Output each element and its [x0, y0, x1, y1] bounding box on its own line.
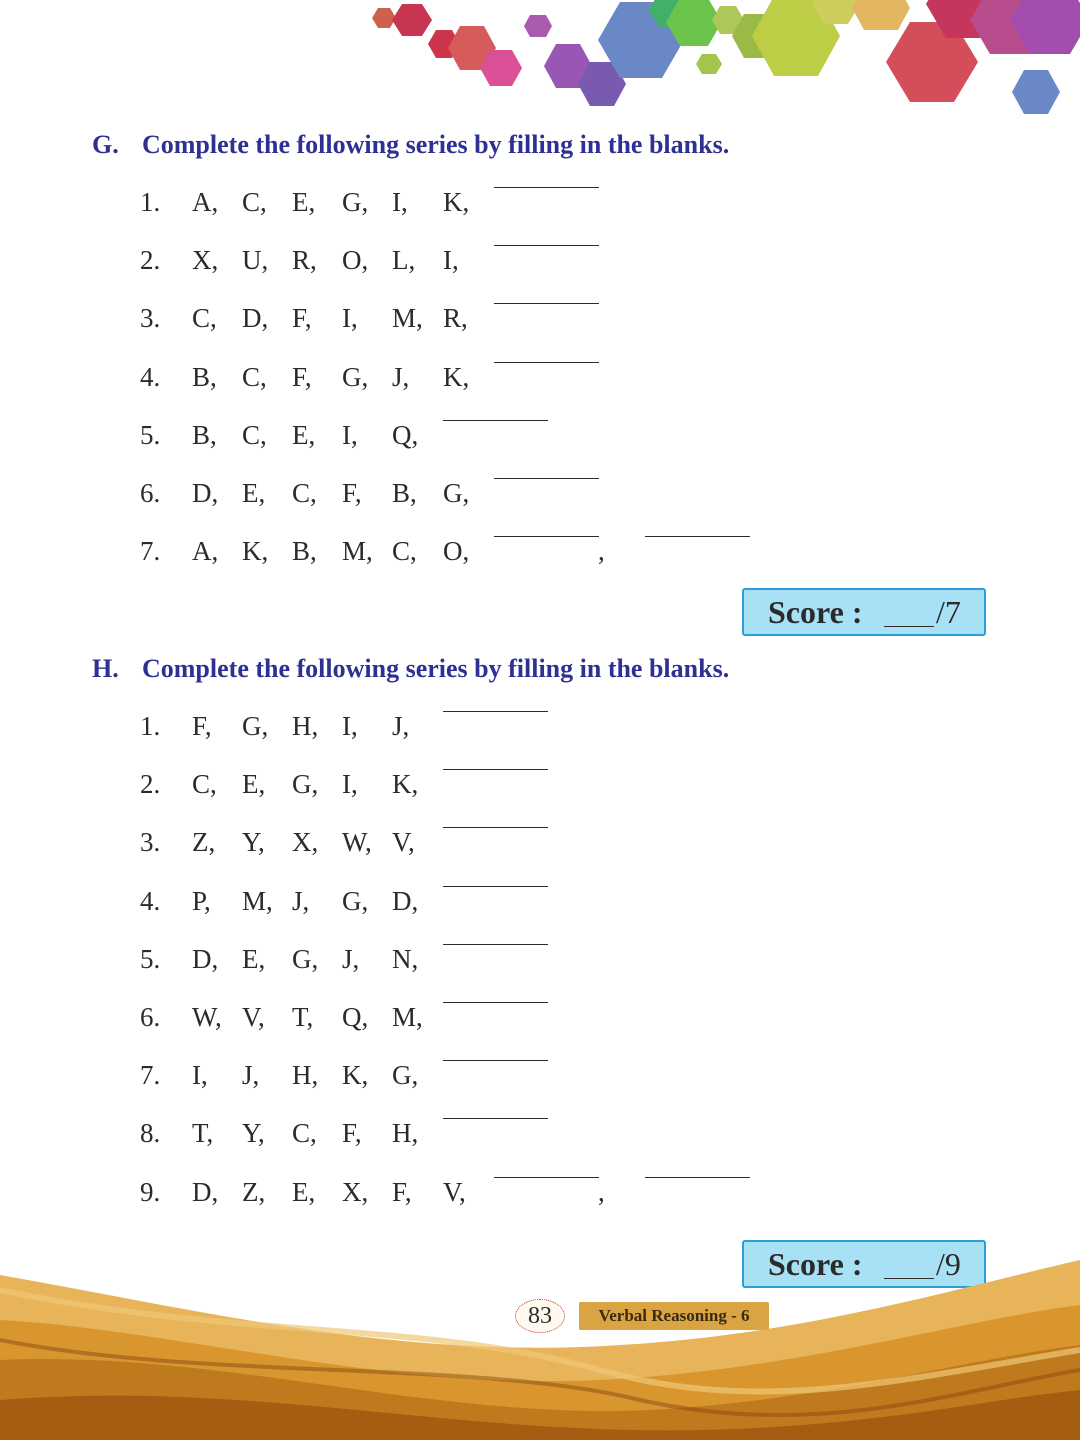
series-term: J,: [242, 1060, 260, 1091]
question-number: 5.: [140, 419, 161, 450]
series-term: G,: [443, 478, 470, 508]
series-term: J,: [392, 361, 410, 392]
series-term: D,: [192, 943, 219, 974]
answer-blank[interactable]: [443, 827, 548, 828]
series-term: G,: [342, 885, 369, 916]
series-term: T,: [192, 1118, 214, 1149]
series-term: C,: [292, 1118, 317, 1149]
question-number: 7.: [140, 1060, 161, 1091]
series-term: P,: [192, 885, 211, 916]
series-term: Q,: [392, 419, 419, 450]
series-term: W,: [342, 827, 372, 858]
series-term: K,: [242, 536, 269, 567]
answer-blank[interactable]: [494, 478, 599, 479]
answer-blank[interactable]: [494, 1177, 599, 1178]
question-number: 1.: [140, 711, 161, 741]
series-term: E,: [292, 187, 316, 217]
score-total: /9: [936, 1246, 961, 1282]
series-term: G,: [292, 943, 319, 974]
score-label: Score :: [768, 1246, 863, 1282]
series-term: E,: [242, 769, 266, 800]
question-number: 9.: [140, 1176, 161, 1207]
wave-decoration: [0, 1250, 1080, 1440]
series-term: C,: [242, 187, 267, 217]
series-term: V,: [443, 1176, 466, 1207]
series-term: W,: [192, 1002, 222, 1032]
series-term: G,: [342, 361, 369, 392]
series-term: T,: [292, 1002, 314, 1032]
series-term: E,: [292, 419, 316, 450]
blank-separator: ,: [598, 1176, 605, 1207]
series-term: B,: [392, 478, 417, 508]
series-term: F,: [192, 711, 212, 741]
series-term: C,: [192, 769, 217, 800]
series-term: C,: [242, 361, 267, 392]
answer-blank[interactable]: [494, 187, 599, 188]
series-term: F,: [392, 1176, 412, 1207]
series-term: I,: [342, 711, 358, 741]
blank-separator: ,: [598, 536, 605, 567]
section-g-instruction: Complete the following series by filling in the blanks.: [142, 130, 730, 159]
series-term: M,: [242, 885, 273, 916]
series-term: E,: [292, 1176, 316, 1207]
series-term: K,: [342, 1060, 369, 1091]
series-term: G,: [342, 187, 369, 217]
section-g-score-box: [742, 588, 986, 636]
question-number: 6.: [140, 1002, 161, 1032]
series-term: J,: [392, 711, 410, 741]
series-term: I,: [392, 187, 408, 217]
series-term: B,: [292, 536, 317, 567]
series-term: D,: [392, 885, 419, 916]
answer-blank[interactable]: [443, 420, 548, 421]
series-term: E,: [242, 943, 266, 974]
series-term: M,: [392, 303, 423, 334]
question-number: 2.: [140, 245, 161, 276]
series-term: L,: [392, 245, 416, 276]
question-number: 8.: [140, 1118, 161, 1149]
series-term: I,: [342, 303, 358, 334]
answer-blank[interactable]: [443, 886, 548, 887]
series-term: X,: [342, 1176, 369, 1207]
series-term: D,: [192, 1176, 219, 1207]
series-term: F,: [292, 361, 312, 392]
series-term: Y,: [242, 1118, 265, 1149]
series-term: B,: [192, 361, 217, 392]
score-label: Score :: [768, 594, 863, 630]
question-number: 4.: [140, 361, 161, 392]
answer-blank[interactable]: [645, 1177, 750, 1178]
answer-blank[interactable]: [443, 711, 548, 712]
series-term: B,: [192, 419, 217, 450]
question-number: 3.: [140, 303, 161, 334]
series-term: J,: [292, 885, 310, 916]
series-term: U,: [242, 245, 269, 276]
series-term: K,: [443, 361, 470, 392]
section-h-heading: [92, 654, 729, 684]
series-term: O,: [443, 536, 470, 567]
series-term: C,: [292, 478, 317, 508]
answer-blank[interactable]: [494, 245, 599, 246]
series-term: V,: [242, 1002, 265, 1032]
series-term: F,: [342, 478, 362, 508]
series-term: Z,: [242, 1176, 266, 1207]
answer-blank[interactable]: [443, 1002, 548, 1003]
series-term: I,: [443, 245, 459, 276]
answer-blank[interactable]: [443, 769, 548, 770]
series-term: C,: [192, 303, 217, 334]
answer-blank[interactable]: [494, 362, 599, 363]
series-term: E,: [242, 478, 266, 508]
section-h-instruction: Complete the following series by filling in the blanks.: [142, 654, 730, 683]
answer-blank[interactable]: [443, 1060, 548, 1061]
series-term: H,: [392, 1118, 419, 1149]
score-blank[interactable]: [884, 626, 934, 627]
series-term: C,: [242, 419, 267, 450]
question-number: 4.: [140, 885, 161, 916]
question-number: 1.: [140, 187, 161, 217]
series-term: X,: [192, 245, 219, 276]
question-number: 6.: [140, 478, 161, 508]
series-term: A,: [192, 187, 219, 217]
series-term: X,: [292, 827, 319, 858]
series-term: A,: [192, 536, 219, 567]
series-term: F,: [342, 1118, 362, 1149]
series-term: G,: [392, 1060, 419, 1091]
answer-blank[interactable]: [494, 536, 599, 537]
series-term: Z,: [192, 827, 216, 858]
section-g-heading: [92, 130, 729, 160]
question-number: 3.: [140, 827, 161, 858]
series-term: Y,: [242, 827, 265, 858]
series-term: V,: [392, 827, 415, 858]
series-term: D,: [242, 303, 269, 334]
question-number: 7.: [140, 536, 161, 567]
series-term: K,: [392, 769, 419, 800]
series-term: Q,: [342, 1002, 369, 1032]
score-total: /7: [936, 594, 961, 630]
series-term: I,: [192, 1060, 208, 1091]
series-term: J,: [342, 943, 360, 974]
series-term: O,: [342, 245, 369, 276]
series-term: R,: [443, 303, 468, 334]
series-term: K,: [443, 187, 470, 217]
series-term: N,: [392, 943, 419, 974]
series-term: F,: [292, 303, 312, 334]
series-term: H,: [292, 1060, 319, 1091]
answer-blank[interactable]: [645, 536, 750, 537]
series-term: G,: [242, 711, 269, 741]
hexagon-decoration: [0, 0, 1080, 125]
series-term: I,: [342, 769, 358, 800]
series-term: R,: [292, 245, 317, 276]
series-term: C,: [392, 536, 417, 567]
book-title-label: Verbal Reasoning - 6: [579, 1302, 769, 1330]
series-term: D,: [192, 478, 219, 508]
question-number: 2.: [140, 769, 161, 800]
section-h-letter: H.: [92, 654, 119, 683]
series-term: M,: [392, 1002, 423, 1032]
question-number: 5.: [140, 943, 161, 974]
section-g-letter: G.: [92, 130, 119, 159]
page-number: 83: [515, 1299, 565, 1333]
series-term: I,: [342, 419, 358, 450]
answer-blank[interactable]: [494, 303, 599, 304]
series-term: M,: [342, 536, 373, 567]
series-term: H,: [292, 711, 319, 741]
answer-blank[interactable]: [443, 944, 548, 945]
series-term: G,: [292, 769, 319, 800]
answer-blank[interactable]: [443, 1118, 548, 1119]
